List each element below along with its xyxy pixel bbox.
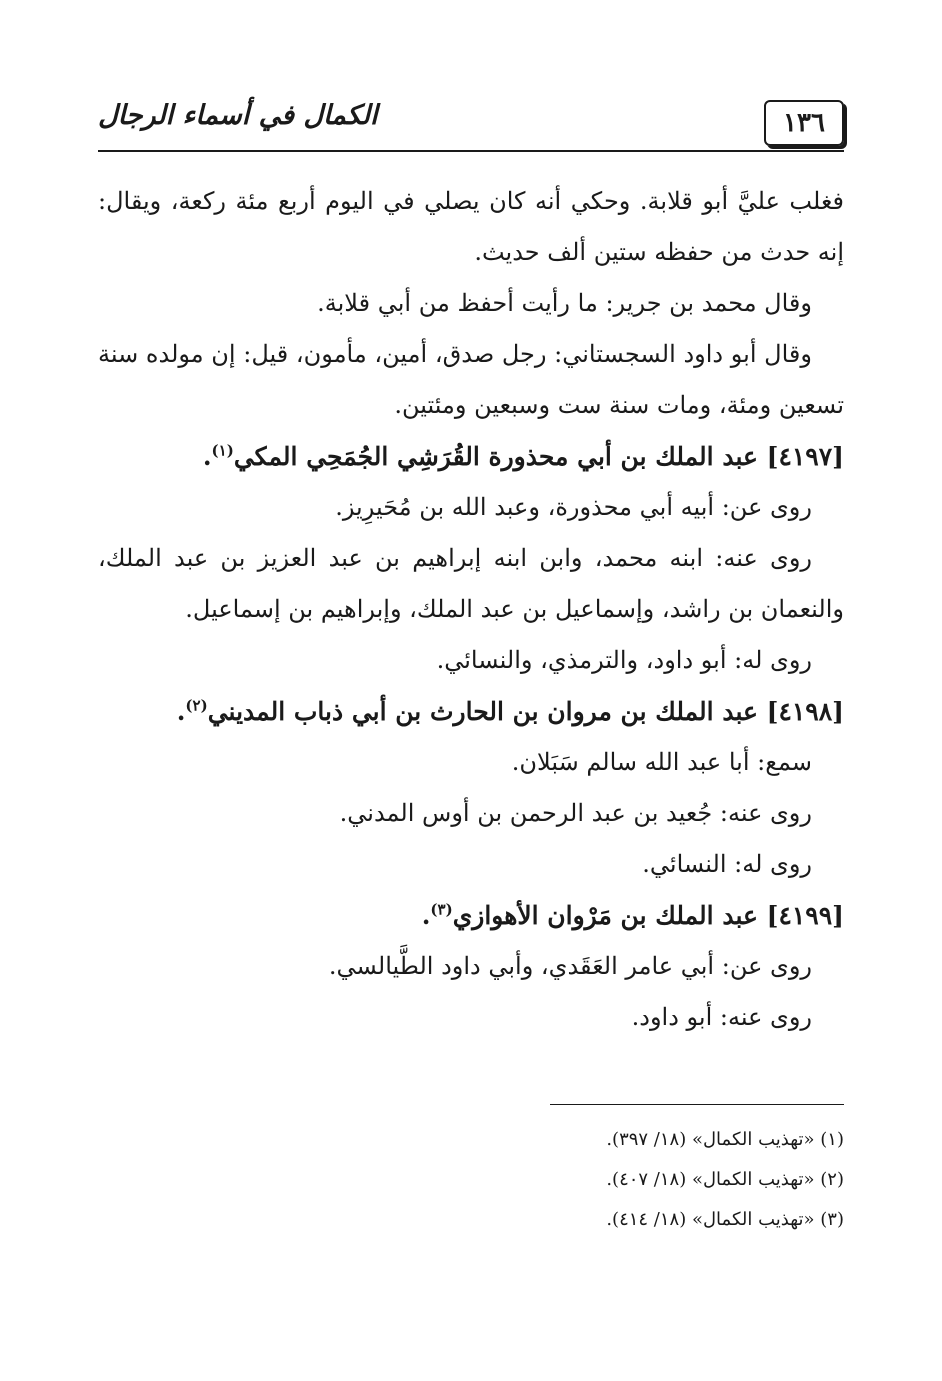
entry-line: روى له: النسائي. <box>642 850 812 878</box>
paragraph: فغلب عليَّ أبو قلابة. وحكي أنه كان يصلي في اليوم أربع مئة ركعة، ويقال: إنه حدث من حفظه ستين ألف حديث. <box>98 187 844 266</box>
book-title: الكمال في أسماء الرجال <box>98 100 378 131</box>
entry-line: روى عن: أبي عامر العَقَدي، وأبي داود الطَّيالسي. <box>328 952 812 980</box>
entry-line: سمع: أبا عبد الله سالم سَبَلان. <box>511 748 812 776</box>
entry-heading-4199: [٤١٩٩] عبد الملك بن مَرْوان الأهوازي$^{(٣)}$. <box>421 900 844 930</box>
entry-title: [٤١٩٨] عبد الملك بن مروان بن الحارث بن أبي ذباب المديني <box>207 697 844 726</box>
entry-title: [٤١٩٩] عبد الملك بن مَرْوان الأهوازي <box>452 901 844 930</box>
footnote-2: (٢) «تهذيب الكمال» (١٨/ ٤٠٧). <box>606 1169 844 1190</box>
entry-line: روى عنه: جُعيد بن عبد الرحمن بن أوس المدني. <box>339 799 812 827</box>
footnote-divider <box>550 1104 844 1105</box>
entry-title: [٤١٩٧] عبد الملك بن أبي محذورة القُرَشِي الجُمَحِي المكي <box>233 442 844 471</box>
paragraph: وقال أبو داود السجستاني: رجل صدق، أمين، مأمون، قيل: إن مولده سنة تسعين ومئة، ومات سنة ست وسبعين ومئتين. <box>98 340 844 419</box>
footnote-ref: (٢) <box>185 696 208 715</box>
entry-line: روى عنه: أبو داود. <box>631 1003 812 1031</box>
footnote-1: (١) «تهذيب الكمال» (١٨/ ٣٩٧). <box>606 1129 844 1150</box>
footnote-ref: (٣) <box>430 900 453 919</box>
entry-heading-4198: [٤١٩٨] عبد الملك بن مروان بن الحارث بن أبي ذباب المديني$^{(٢)}$. <box>176 696 844 726</box>
entry-heading-4197: [٤١٩٧] عبد الملك بن أبي محذورة القُرَشِي الجُمَحِي المكي$^{(١)}$. <box>202 441 844 471</box>
page-number: ١٣٦ <box>764 100 844 146</box>
footnote-3: (٣) «تهذيب الكمال» (١٨/ ٤١٤). <box>606 1209 844 1230</box>
entry-line: روى له: أبو داود، والترمذي، والنسائي. <box>436 646 812 674</box>
footnotes <box>440 1120 844 1240</box>
entry-line: روى عن: أبيه أبي محذورة، وعبد الله بن مُحَيرِيز. <box>335 493 812 521</box>
page-header <box>98 96 844 154</box>
main-text <box>98 176 844 1043</box>
header-divider <box>98 150 844 152</box>
footnote-ref: (١) <box>211 441 234 460</box>
paragraph: وقال محمد بن جرير: ما رأيت أحفظ من أبي قلابة. <box>317 289 812 317</box>
entry-line: روى عنه: ابنه محمد، وابن ابنه إبراهيم بن عبد العزيز بن عبد الملك، والنعمان بن راشد، وإسماعيل بن عبد الملك، وإبراهيم بن إسماعيل. <box>98 544 844 623</box>
